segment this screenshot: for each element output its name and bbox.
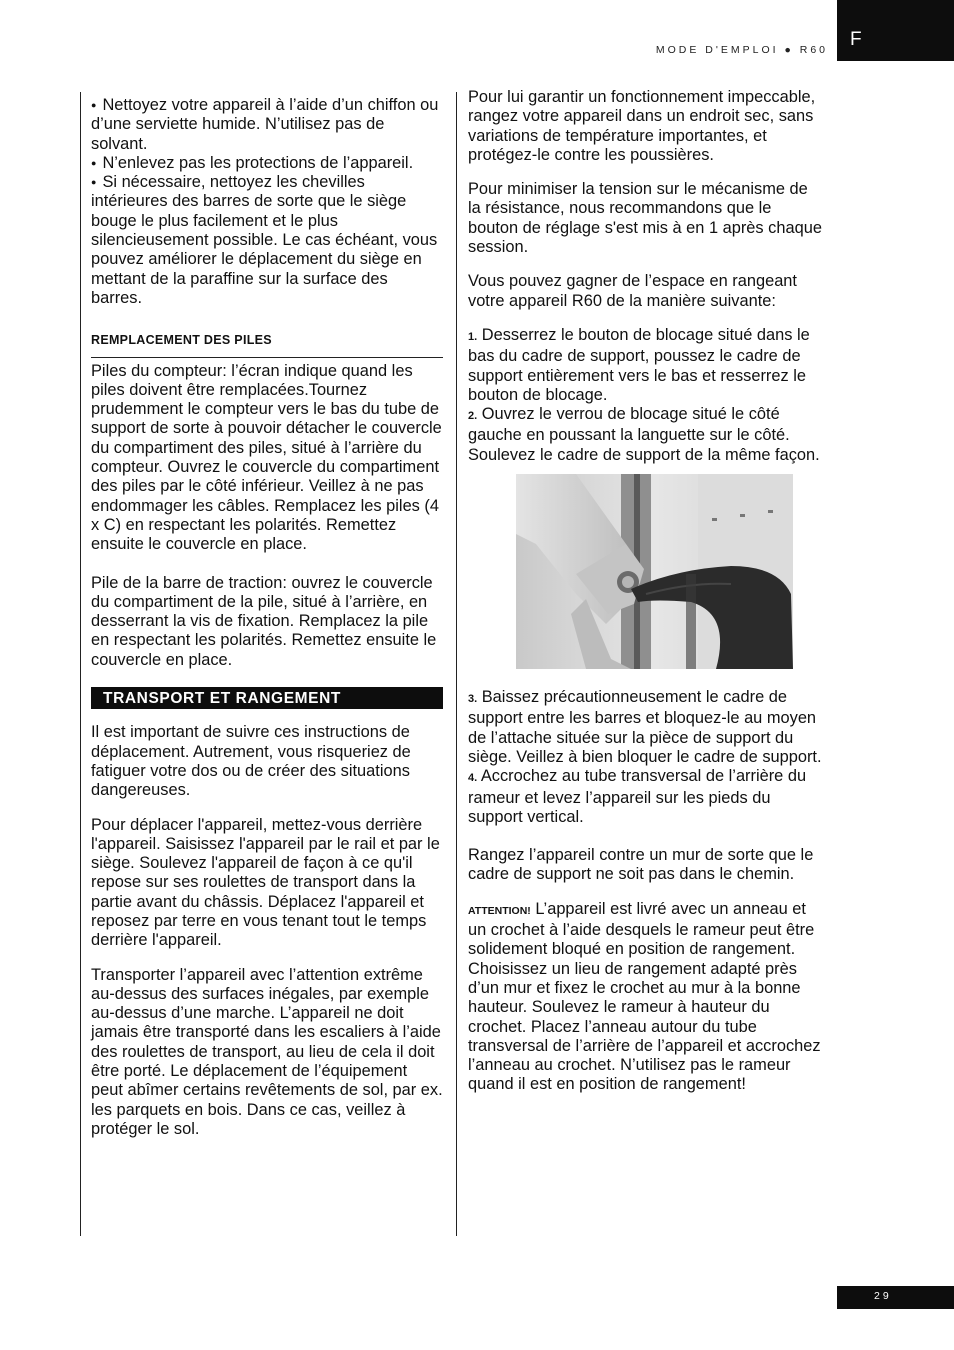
left-column — [91, 96, 443, 1139]
transport-paragraph: Transporter l’appareil avec l’attention extrême au-dessus des surfaces inégales, par exemple au-dessus d’une marche. L’appareil ne doit jamais être transporté dans les escaliers à l’aide des roulettes de transport, au lieu de cela il doit être porté. Le déplacement de l’équipement peut abîmer certains revêtements de sol, par ex. les parquets en bois. Dans ce cas, veillez à protéger le sol. — [91, 965, 443, 1138]
transport-paragraph: Pour déplacer l'appareil, mettez-vous derrière l'appareil. Saisissez l'appareil par le rail et par le siège. Soulevez l'appareil de façon à ce qu'il repose sur ses roulettes de transport dans la partie avant du châssis. Déplacez l'appareil et reposez par terre en vous tenant tout le temps derrière l'appareil. — [91, 815, 440, 950]
battery-paragraph: Piles du compteur: l’écran indique quand les piles doivent être remplacées.Tournez prudemment le compteur vers le bas du tube de support de sorte à pouvoir détacher le couvercle du compartiment des piles, situé à l’arrière du compteur. Ouvrez le couvercle du compartiment des piles par le côté inférieur. Veillez à ne pas endommager les câbles. Remplacez les piles (4 x C) en respectant les polarités. Remettez ensuite le couvercle en place. — [91, 361, 442, 554]
transport-paragraph: Il est important de suivre ces instructions de déplacement. Autrement, vous risqueriez de fatiguer votre dos ou de créer des situations dangereuses. — [91, 723, 411, 800]
attention-paragraph: ATTENTION! L’appareil est livré avec un anneau et un crochet à l’aide desquels le rameur peut être solidement bloqué en position de rangement. Choisissez un lieu de rangement adapté près d’un mur et fixez le crochet au mur à la bonne hauteur. Soulevez le rameur à hauteur du crochet. Placez l’anneau autour du tube transversal de l’arrière de l’appareil et accrochez l’anneau au crochet. N’utilisez pas le rameur quand il est en position de rangement! — [468, 899, 821, 1094]
bullet-item: ● Nettoyez votre appareil à l’aide d’un chiffon ou d’une serviette humide. N’utilisez pas de solvant. — [91, 96, 439, 153]
attention-label: ATTENTION! — [468, 904, 531, 917]
bullet-icon: ● — [91, 177, 97, 188]
bullet-icon: ● — [91, 100, 97, 110]
running-header: MODE D'EMPLOI ● R60 — [655, 44, 828, 56]
step-item: 1. Desserrez le bouton de blocage situé dans le bas du cadre de support, poussez le cadre de support entièrement vers le bas et resserrez le bouton de blocage. — [468, 325, 810, 404]
step-item: 4. Accrochez au tube transversal de l’arrière du rameur et levez l’appareil sur les pieds du support vertical. — [468, 767, 807, 826]
transport-heading: TRANSPORT ET RANGEMENT — [91, 687, 443, 709]
battery-paragraph: Pile de la barre de traction: ouvrez le couvercle du compartiment de la pile, situé à l’arrière, en desserrant la vis de fixation. Remplacez la pile en respectant les polarités. Remettez ensuite le couvercle en place. — [91, 573, 437, 669]
center-column-rule — [456, 92, 457, 1236]
storage-paragraph: Vous pouvez gagner de l’espace en rangeant votre appareil R60 de la manière suivante: — [468, 272, 797, 310]
right-column — [468, 88, 822, 1095]
battery-heading: REMPLACEMENT DES PILES — [91, 331, 443, 357]
bullet-item: ● Si nécessaire, nettoyez les chevilles intérieures des barres de sorte que le siège bouge le plus facilement et le plus silencieusement possible. Le cas échéant, vous pouvez améliorer le déplacement du siège en mettant de la paraffine sur la surface des barres. — [91, 173, 438, 307]
left-column-rule — [80, 92, 81, 1236]
step-item: 3. Baissez précautionneusement le cadre de support entre les barres et bloquez-le au moyen de l’attache située sur la pièce de support du siège. Veillez à bien bloquer le cadre de support. — [468, 688, 822, 766]
storage-paragraph: Pour lui garantir un fonctionnement impeccable, rangez votre appareil dans un endroit sec, sans variations de température importantes, et protégez-le contre les poussières. — [468, 88, 816, 164]
bullet-icon: ● — [91, 157, 97, 168]
language-tab: F — [837, 0, 954, 61]
storage-paragraph: Rangez l’appareil contre un mur de sorte que le cadre de support ne soit pas dans le chemin. — [468, 846, 814, 884]
step-item: 2. Ouvrez le verrou de blocage situé le côté gauche en poussant la languette sur le côté. Soulevez le cadre de support de la même façon. — [468, 405, 820, 464]
page-number: 29 — [837, 1286, 954, 1309]
bullet-item: ● N’enlevez pas les protections de l’appareil. — [91, 153, 414, 172]
storage-lock-photo — [516, 474, 793, 669]
storage-paragraph: Pour minimiser la tension sur le mécanisme de la résistance, nous recommandons que le bouton de réglage s'est mis à en 1 après chaque session. — [468, 180, 822, 257]
